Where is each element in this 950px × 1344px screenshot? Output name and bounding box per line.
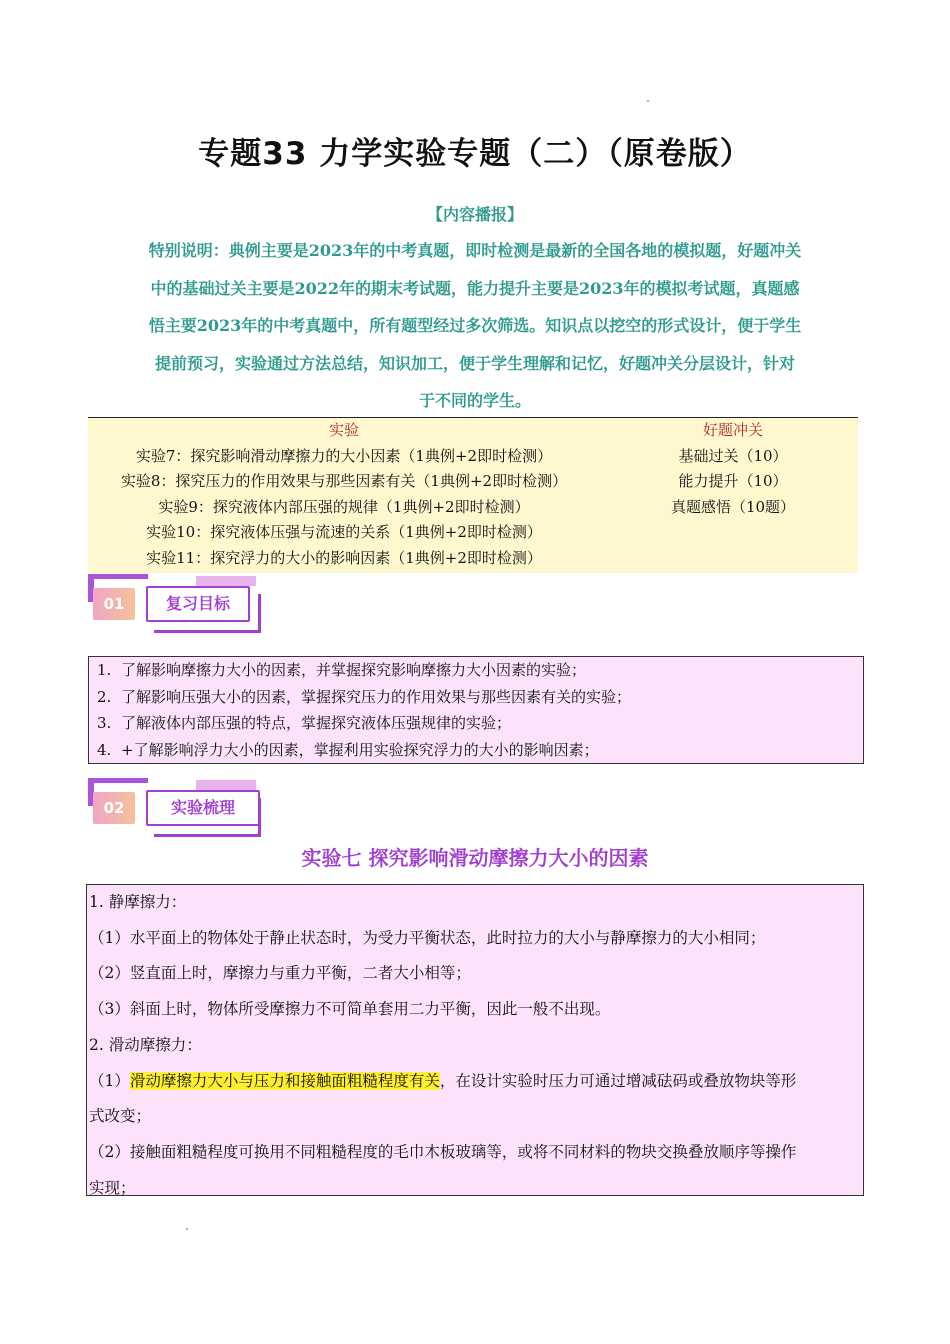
goal-number: 1. [97, 661, 112, 679]
practice-header: 好题冲关 [702, 421, 763, 439]
badge-decoration [196, 576, 256, 586]
goal-number: 4. [97, 740, 112, 759]
scan-dot [186, 1228, 188, 1230]
content-line: 实现； [89, 1178, 136, 1197]
review-goals-box [88, 656, 864, 764]
experiment-title: 实验七 探究影响滑动摩擦力大小的因素 [301, 846, 649, 870]
section-number: 02 [93, 792, 135, 824]
goal-text: 了解影响摩擦力大小的因素，并掌握探究影响摩擦力大小因素的实验； [121, 661, 587, 679]
badge-decoration [196, 780, 256, 790]
section-number: 01 [93, 588, 135, 620]
practice-item: 基础过关（10） [678, 446, 788, 465]
section-badge-experiment-review [88, 778, 268, 838]
section-badge-review-goals [88, 574, 268, 634]
practice-item: 能力提升（10） [678, 472, 788, 490]
notice-heading: 【内容播报】 [426, 205, 523, 224]
experiments-column [88, 418, 600, 571]
experiment-item: 实验8：探究压力的作用效果与那些因素有关（1典例+2即时检测） [120, 472, 568, 490]
scan-dot [647, 100, 649, 102]
contents-table [88, 417, 858, 573]
content-line: （2）竖直面上时，摩擦力与重力平衡，二者大小相等； [89, 964, 471, 983]
notice-line: 于不同的学生。 [418, 391, 531, 411]
notice-line: 提前预习，实验通过方法总结，知识加工，便于学生理解和记忆，好题冲关分层设计，针对 [154, 353, 795, 373]
content-line: （1）水平面上的物体处于静止状态时，为受力平衡状态，此时拉力的大小与静摩擦力的大小相同； [89, 928, 766, 947]
badge-decoration [88, 574, 148, 579]
content-line: （3）斜面上时，物体所受摩擦力不可简单套用二力平衡，因此一般不出现。 [89, 1000, 611, 1019]
goal-item [89, 710, 863, 737]
experiment-content-box [86, 884, 864, 1196]
goal-text: +了解影响浮力大小的因素，掌握利用实验探究浮力的大小的影响因素； [121, 740, 599, 759]
notice-line: 特别说明：典例主要是2023年的中考真题，即时检测是最新的全国各地的模拟题，好题冲关 [148, 241, 802, 260]
section-label: 实验梳理 [146, 790, 260, 826]
content-prefix: （1） [89, 1071, 130, 1090]
page-title: 专题33 力学实验专题（二）（原卷版） [198, 136, 752, 172]
experiment-item: 实验7：探究影响滑动摩擦力的大小因素（1典例+2即时检测） [135, 446, 553, 465]
goal-text: 了解影响压强大小的因素，掌握探究压力的作用效果与那些因素有关的实验； [121, 687, 632, 706]
practice-column [633, 418, 833, 520]
content-text: ，在设计实验时压力可通过增减砝码或叠放物块等形 [439, 1071, 797, 1090]
notice-line: 中的基础过关主要是2022年的期末考试题，能力提升主要是2023年的模拟考试题，真题感 [150, 278, 800, 298]
content-line [87, 1064, 863, 1100]
experiments-header: 实验 [328, 421, 359, 439]
section-label: 复习目标 [146, 586, 250, 622]
experiment-item: 实验10：探究液体压强与流速的关系（1典例+2即时检测） [146, 523, 542, 541]
goal-text: 了解液体内部压强的特点，掌握探究液体压强规律的实验； [121, 714, 512, 732]
badge-decoration [88, 778, 148, 783]
notice-line: 悟主要2023年的中考真题中，所有题型经过多次筛选。知识点以挖空的形式设计，便于学生 [148, 316, 802, 336]
highlighted-text: 滑动摩擦力大小与压力和接触面粗糙程度有关 [129, 1071, 440, 1090]
content-line: 2. 滑动摩擦力： [89, 1035, 202, 1054]
goal-item [89, 657, 863, 684]
experiment-item: 实验9：探究液体内部压强的规律（1典例+2即时检测） [158, 497, 530, 516]
goal-item [89, 684, 863, 711]
content-line: 1. 静摩擦力： [89, 893, 187, 911]
goal-number: 2. [97, 687, 112, 706]
notice-text [86, 232, 864, 420]
experiment-item: 实验11：探究浮力的大小的影响因素（1典例+2即时检测） [146, 548, 542, 567]
content-line: 式改变； [89, 1107, 152, 1126]
practice-item: 真题感悟（10题） [670, 497, 796, 516]
goal-number: 3. [97, 714, 112, 732]
goal-item [89, 737, 863, 764]
content-line: （2）接触面粗糙程度可换用不同粗糙程度的毛巾木板玻璃等，或将不同材料的物块交换叠放顺序等操作 [89, 1142, 797, 1161]
